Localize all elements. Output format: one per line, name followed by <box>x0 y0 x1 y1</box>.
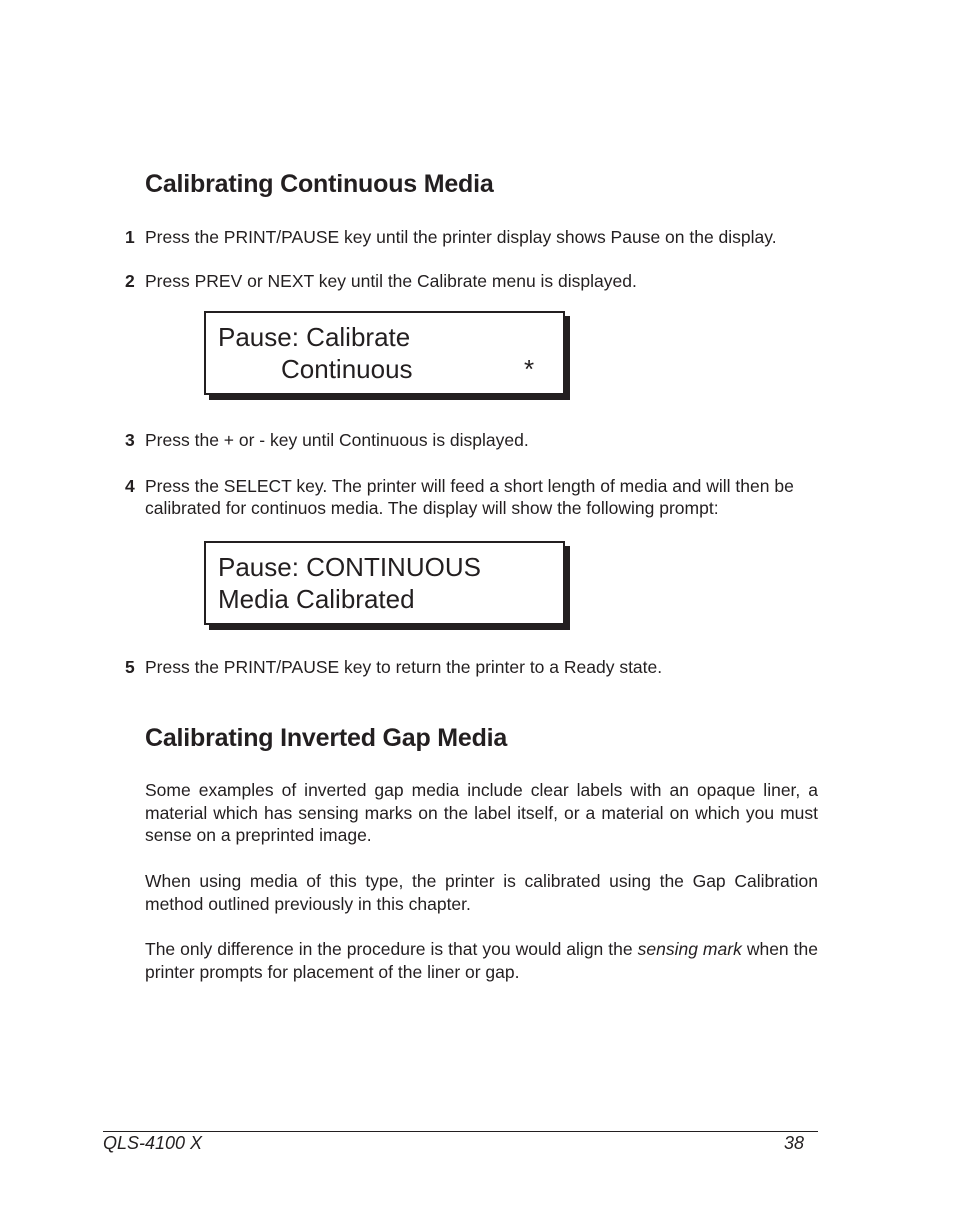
display-line-2: Media Calibrated <box>218 584 415 614</box>
display-line-2: Continuous <box>281 354 413 384</box>
step-number: 5 <box>125 657 135 677</box>
step-text: Press PREV or NEXT key until the Calibrate menu is displayed. <box>145 271 637 291</box>
footer-model: QLS-4100 X <box>103 1133 203 1153</box>
step-number: 2 <box>125 271 135 291</box>
section-heading-inverted-gap: Calibrating Inverted Gap Media <box>145 724 508 752</box>
step-text: Press the PRINT/PAUSE key to return the printer to a Ready state. <box>145 657 663 677</box>
step-text: Press the + or - key until Continuous is displayed. <box>145 430 529 450</box>
step-text: Press the SELECT key. The printer will feed a short length of media and will then be calibrated for continuos media. The display will show the following prompt: <box>145 476 794 518</box>
step-number: 4 <box>125 476 135 496</box>
paragraph-gap-calibration: When using media of this type, the printer is calibrated using the Gap Calibration method outlined previously in this chapter. <box>145 871 818 914</box>
paragraph-difference <box>145 938 818 983</box>
step-text: Press the PRINT/PAUSE key until the printer display shows Pause on the display. <box>145 227 777 247</box>
printer-display-continuous <box>204 541 565 625</box>
paragraph-examples: Some examples of inverted gap media include clear labels with an opaque liner, a material which has sensing marks on the label itself, or a material on which you must sense on a preprinted image. <box>145 780 818 845</box>
footer-divider <box>103 1131 818 1132</box>
printer-display-calibrate <box>204 311 565 395</box>
emphasis-sensing-mark: sensing mark <box>637 939 742 959</box>
paragraph-text: when the printer prompts for placement of the liner or gap. <box>145 939 818 982</box>
step-number: 3 <box>125 430 135 450</box>
paragraph-text: The only difference in the procedure is that you would align the <box>145 939 638 959</box>
display-line-1: Pause: Calibrate <box>218 322 411 352</box>
page-number: 38 <box>784 1133 805 1153</box>
step-number: 1 <box>125 227 135 247</box>
display-selection-marker: * <box>524 354 535 384</box>
section-heading-continuous: Calibrating Continuous Media <box>145 170 494 198</box>
display-line-1: Pause: CONTINUOUS <box>218 552 481 582</box>
